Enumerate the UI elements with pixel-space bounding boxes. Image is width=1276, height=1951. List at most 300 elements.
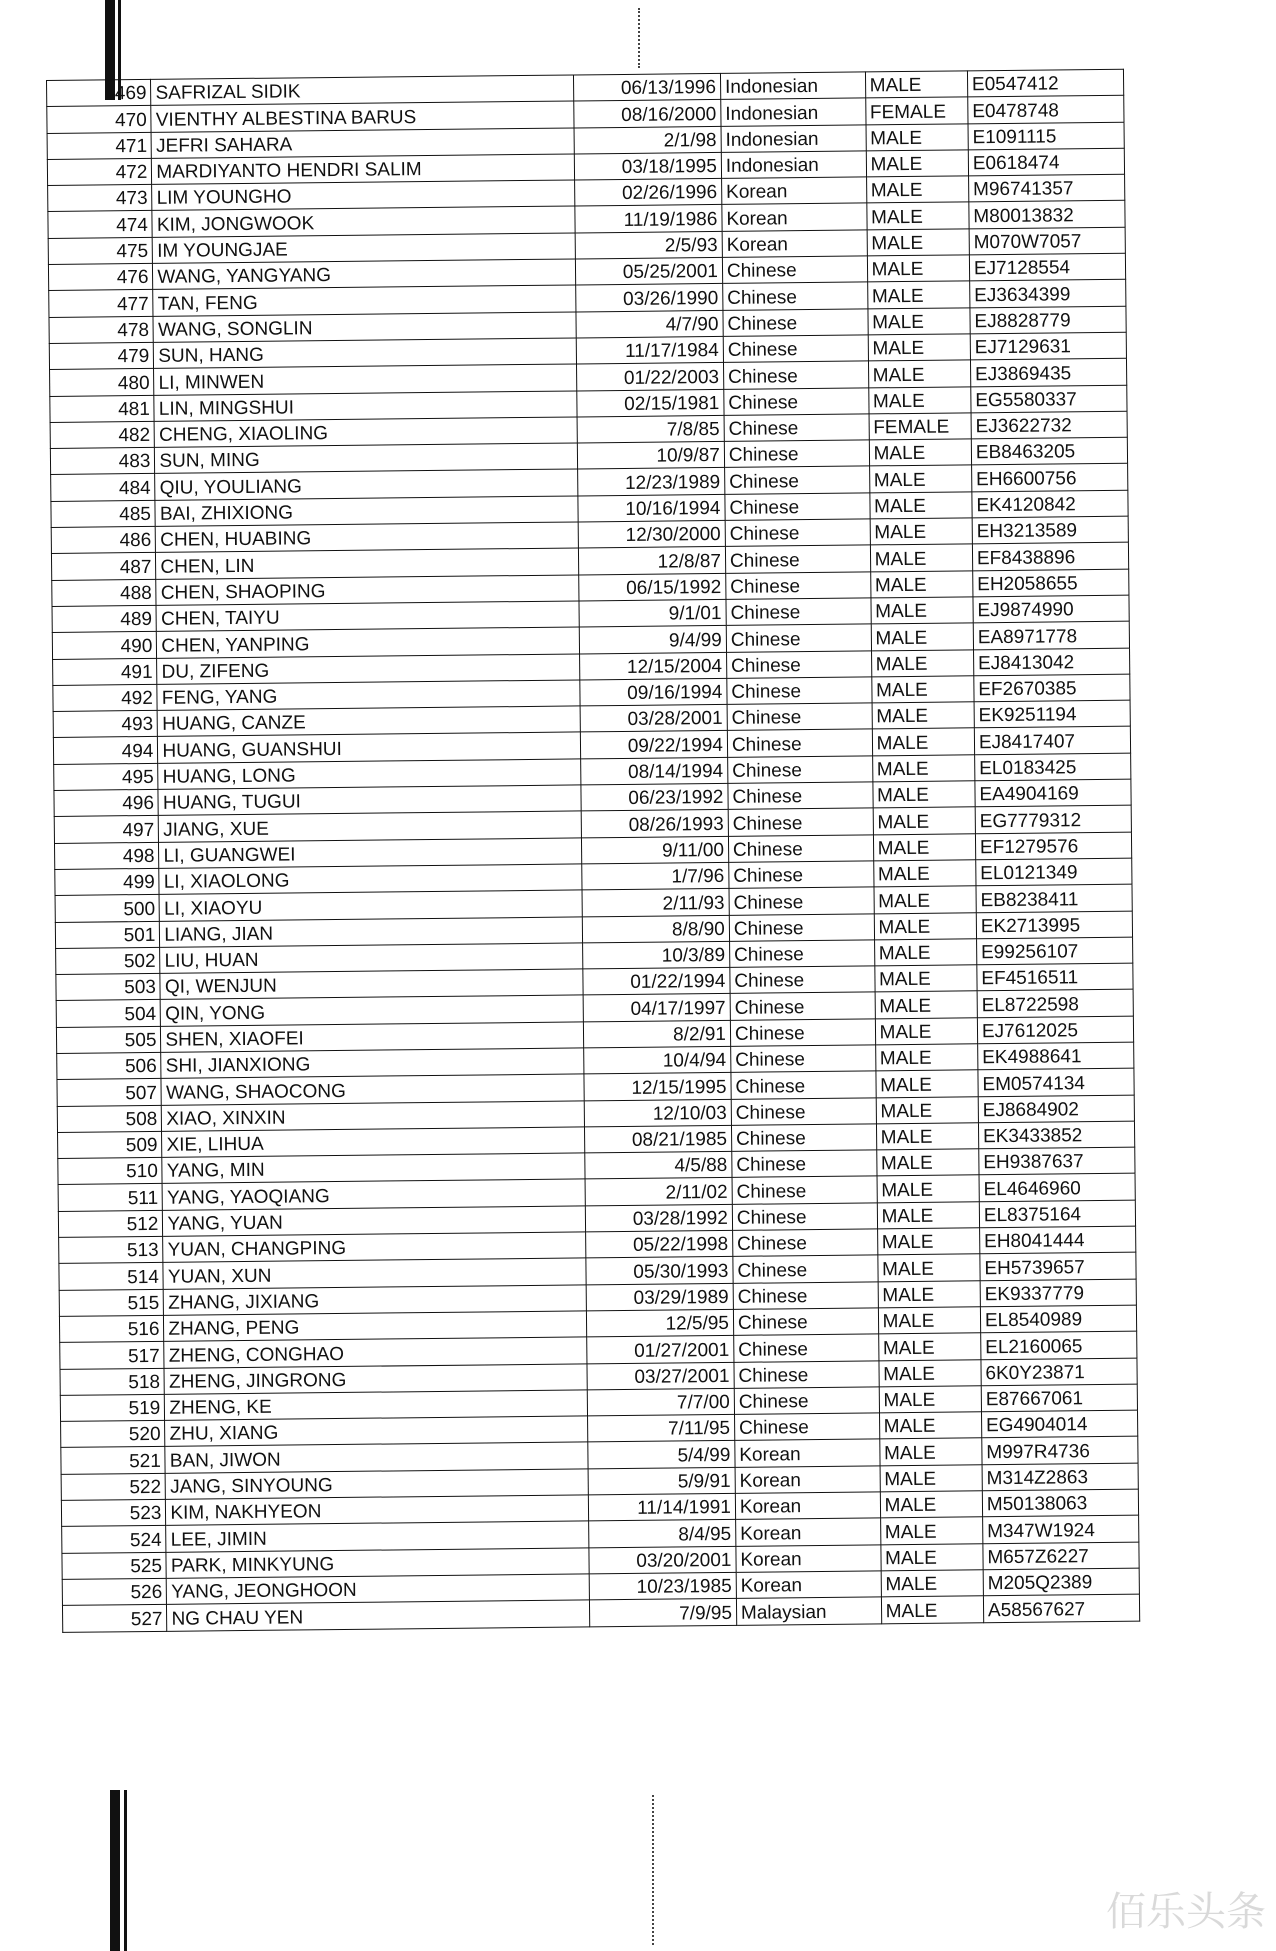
sex-cell: MALE: [875, 1044, 978, 1071]
sex-cell: MALE: [874, 912, 977, 939]
nationality-cell: Indonesian: [721, 151, 866, 179]
row-number: 486: [51, 526, 156, 553]
passport-cell: EF4516511: [977, 963, 1133, 991]
passport-cell: M96741357: [968, 174, 1124, 202]
passport-cell: EK4988641: [978, 1042, 1134, 1070]
row-number: 495: [54, 763, 159, 790]
sex-cell: MALE: [876, 1096, 979, 1123]
passport-cell: EL0183425: [975, 753, 1131, 781]
passport-cell: EL8375164: [979, 1200, 1135, 1228]
passport-cell: EJ8413042: [973, 648, 1129, 676]
birth-date-cell: 06/23/1992: [581, 783, 728, 811]
passport-cell: EJ7128554: [969, 253, 1125, 281]
nationality-cell: Chinese: [730, 992, 875, 1020]
name-cell: WANG, SONGLIN: [153, 312, 576, 343]
row-number: 477: [49, 290, 154, 317]
birth-date-cell: 7/7/00: [587, 1388, 734, 1416]
name-cell: QIU, YOULIANG: [155, 469, 578, 500]
passport-cell: EH5739657: [980, 1253, 1136, 1281]
name-cell: HUANG, TUGUI: [158, 785, 581, 816]
passport-cell: M657Z6227: [983, 1542, 1139, 1570]
birth-date-cell: 02/15/1981: [577, 389, 724, 417]
passport-cell: EH8041444: [979, 1226, 1135, 1254]
sex-cell: MALE: [866, 202, 969, 229]
nationality-cell: Chinese: [727, 729, 872, 757]
row-number: 508: [57, 1105, 162, 1132]
passport-cell: EJ8684902: [978, 1095, 1134, 1123]
sex-cell: MALE: [869, 465, 972, 492]
passport-cell: EK9337779: [980, 1279, 1136, 1307]
nationality-cell: Chinese: [728, 834, 873, 862]
birth-date-cell: 03/26/1990: [576, 284, 723, 312]
passport-cell: EG7779312: [975, 805, 1131, 833]
passport-cell: EK4120842: [972, 490, 1128, 518]
birth-date-cell: 08/16/2000: [574, 100, 721, 128]
birth-date-cell: 03/28/2001: [580, 705, 727, 733]
birth-date-cell: 4/7/90: [576, 310, 723, 338]
name-cell: LI, XIAOYU: [159, 890, 582, 921]
birth-date-cell: 04/17/1997: [583, 994, 730, 1022]
sex-cell: MALE: [877, 1254, 980, 1281]
nationality-cell: Chinese: [726, 624, 871, 652]
birth-date-cell: 03/18/1995: [574, 152, 721, 180]
nationality-cell: Chinese: [733, 1255, 878, 1283]
row-number: 492: [53, 684, 158, 711]
birth-date-cell: 09/16/1994: [580, 678, 727, 706]
scan-dots-bottom: [652, 1795, 658, 1945]
passport-cell: 6K0Y23871: [981, 1358, 1137, 1386]
passport-cell: EH2058655: [973, 569, 1129, 597]
nationality-cell: Chinese: [726, 650, 871, 678]
row-number: 496: [54, 789, 159, 816]
passport-cell: EA8971778: [973, 621, 1129, 649]
passport-cell: EG5580337: [971, 385, 1127, 413]
name-cell: FENG, YANG: [157, 680, 580, 711]
row-number: 503: [56, 973, 161, 1000]
row-number: 475: [48, 237, 153, 264]
nationality-cell: Chinese: [731, 1124, 876, 1152]
name-cell: YANG, MIN: [162, 1153, 585, 1184]
nationality-cell: Chinese: [729, 940, 874, 968]
row-number: 522: [61, 1473, 166, 1500]
row-number: 483: [50, 448, 155, 475]
birth-date-cell: 03/29/1989: [586, 1283, 733, 1311]
sex-cell: MALE: [879, 1438, 982, 1465]
nationality-cell: Chinese: [725, 545, 870, 573]
nationality-cell: Chinese: [731, 1097, 876, 1125]
sex-cell: MALE: [874, 965, 977, 992]
row-number: 484: [51, 474, 156, 501]
nationality-cell: Korean: [735, 1466, 880, 1494]
row-number: 510: [58, 1158, 163, 1185]
row-number: 527: [62, 1605, 167, 1632]
sex-cell: MALE: [867, 229, 970, 256]
birth-date-cell: 1/7/96: [582, 862, 729, 890]
birth-date-cell: 8/4/95: [589, 1520, 736, 1548]
birth-date-cell: 2/1/98: [574, 126, 721, 154]
sex-cell: MALE: [876, 1123, 979, 1150]
passport-cell: E0618474: [968, 148, 1124, 176]
birth-date-cell: 8/2/91: [584, 1020, 731, 1048]
name-cell: LI, GUANGWEI: [159, 838, 582, 869]
name-cell: SUN, MING: [155, 443, 578, 474]
nationality-cell: Chinese: [724, 466, 869, 494]
row-number: 476: [48, 263, 153, 290]
sex-cell: MALE: [865, 71, 968, 98]
sex-cell: MALE: [866, 176, 969, 203]
name-cell: LI, XIAOLONG: [159, 864, 582, 895]
passport-cell: EB8463205: [971, 437, 1127, 465]
sex-cell: MALE: [873, 860, 976, 887]
birth-date-cell: 10/16/1994: [578, 494, 725, 522]
passport-cell: E0478748: [968, 96, 1124, 124]
passport-cell: EF1279576: [975, 832, 1131, 860]
birth-date-cell: 4/5/88: [585, 1152, 732, 1180]
sex-cell: MALE: [881, 1596, 984, 1623]
name-cell: DU, ZIFENG: [157, 653, 580, 684]
nationality-cell: Chinese: [728, 782, 873, 810]
nationality-cell: Chinese: [734, 1387, 879, 1415]
birth-date-cell: 5/9/91: [588, 1467, 735, 1495]
name-cell: JEFRI SAHARA: [151, 128, 574, 159]
birth-date-cell: 12/5/95: [587, 1309, 734, 1337]
sex-cell: MALE: [867, 255, 970, 282]
sex-cell: MALE: [875, 1017, 978, 1044]
birth-date-cell: 7/11/95: [588, 1415, 735, 1443]
nationality-cell: Chinese: [734, 1413, 879, 1441]
sex-cell: MALE: [876, 1070, 979, 1097]
row-number: 525: [62, 1552, 167, 1579]
sex-cell: MALE: [880, 1517, 983, 1544]
sex-cell: FEMALE: [869, 413, 972, 440]
row-number: 507: [57, 1079, 162, 1106]
row-number: 497: [54, 816, 159, 843]
nationality-cell: Korean: [722, 230, 867, 258]
nationality-cell: Korean: [736, 1518, 881, 1546]
sex-cell: MALE: [869, 439, 972, 466]
birth-date-cell: 01/22/1994: [583, 967, 730, 995]
nationality-cell: Chinese: [723, 282, 868, 310]
sex-cell: MALE: [868, 334, 971, 361]
sex-cell: MALE: [881, 1570, 984, 1597]
row-number: 513: [59, 1236, 164, 1263]
nationality-cell: Chinese: [726, 598, 871, 626]
sex-cell: MALE: [872, 728, 975, 755]
name-cell: LIANG, JIAN: [160, 916, 583, 947]
nationality-cell: Chinese: [729, 861, 874, 889]
sex-cell: MALE: [870, 544, 973, 571]
name-cell: WANG, SHAOCONG: [161, 1074, 584, 1105]
name-cell: JANG, SINYOUNG: [165, 1469, 588, 1500]
passport-cell: EJ8828779: [970, 306, 1126, 334]
birth-date-cell: 2/5/93: [575, 231, 722, 259]
passport-cell: EA4904169: [975, 779, 1131, 807]
row-number: 518: [60, 1368, 165, 1395]
passport-cell: EJ8417407: [974, 727, 1130, 755]
row-number: 469: [47, 79, 152, 106]
passport-cell: EF2670385: [974, 674, 1130, 702]
row-number: 491: [53, 658, 158, 685]
name-cell: HUANG, CANZE: [157, 706, 580, 737]
nationality-cell: Chinese: [728, 808, 873, 836]
name-cell: CHEN, LIN: [156, 548, 579, 579]
sex-cell: MALE: [879, 1386, 982, 1413]
row-number: 521: [61, 1447, 166, 1474]
nationality-cell: Chinese: [730, 966, 875, 994]
nationality-cell: Chinese: [732, 1229, 877, 1257]
birth-date-cell: 10/9/87: [577, 442, 724, 470]
birth-date-cell: 9/1/01: [579, 599, 726, 627]
passport-cell: E0547412: [967, 69, 1123, 97]
birth-date-cell: 11/17/1984: [576, 336, 723, 364]
name-cell: SUN, HANG: [154, 338, 577, 369]
nationality-cell: Chinese: [723, 361, 868, 389]
sex-cell: MALE: [868, 308, 971, 335]
passport-cell: EJ9874990: [973, 595, 1129, 623]
passport-cell: EL2160065: [981, 1331, 1137, 1359]
name-cell: CHENG, XIAOLING: [154, 417, 577, 448]
nationality-cell: Chinese: [732, 1176, 877, 1204]
birth-date-cell: 10/4/94: [584, 1046, 731, 1074]
nationality-cell: Chinese: [734, 1360, 879, 1388]
watermark-logo: 佰乐头条: [1106, 1889, 1266, 1935]
row-number: 500: [55, 895, 160, 922]
name-cell: YANG, YAOQIANG: [162, 1179, 585, 1210]
passport-cell: EL8540989: [980, 1305, 1136, 1333]
nationality-cell: Chinese: [725, 493, 870, 521]
passport-cell: EK2713995: [976, 911, 1132, 939]
name-cell: NG CHAU YEN: [167, 1600, 590, 1631]
nationality-cell: Chinese: [729, 887, 874, 915]
passport-cell: EL4646960: [979, 1174, 1135, 1202]
name-cell: HUANG, LONG: [158, 759, 581, 790]
row-number: 524: [62, 1526, 167, 1553]
nationality-cell: Chinese: [733, 1308, 878, 1336]
row-number: 499: [55, 868, 160, 895]
binding-mark-bottom: [110, 1790, 120, 1951]
passport-cell: EJ3622732: [971, 411, 1127, 439]
birth-date-cell: 02/26/1996: [575, 179, 722, 207]
name-cell: LI, MINWEN: [154, 364, 577, 395]
name-cell: SAFRIZAL SIDIK: [151, 75, 574, 106]
sex-cell: MALE: [879, 1412, 982, 1439]
name-cell: ZHENG, JINGRONG: [164, 1363, 587, 1394]
sex-cell: MALE: [878, 1307, 981, 1334]
passport-cell: EJ3869435: [970, 358, 1126, 386]
nationality-cell: Chinese: [727, 677, 872, 705]
sex-cell: MALE: [878, 1280, 981, 1307]
row-number: 479: [49, 342, 154, 369]
passport-cell: EJ7129631: [970, 332, 1126, 360]
name-cell: IM YOUNGJAE: [153, 233, 576, 264]
name-cell: KIM, NAKHYEON: [166, 1495, 589, 1526]
sex-cell: FEMALE: [865, 97, 968, 124]
birth-date-cell: 9/11/00: [582, 836, 729, 864]
nationality-cell: Chinese: [730, 1019, 875, 1047]
birth-date-cell: 12/15/2004: [580, 652, 727, 680]
sex-cell: MALE: [878, 1333, 981, 1360]
passport-cell: EJ3634399: [970, 280, 1126, 308]
sex-cell: MALE: [874, 886, 977, 913]
name-cell: ZHU, XIANG: [165, 1416, 588, 1447]
sex-cell: MALE: [880, 1543, 983, 1570]
name-cell: LIU, HUAN: [160, 943, 583, 974]
nationality-cell: Korean: [722, 203, 867, 231]
row-number: 514: [59, 1263, 164, 1290]
nationality-cell: Chinese: [722, 256, 867, 284]
birth-date-cell: 10/23/1985: [589, 1572, 736, 1600]
name-cell: YUAN, XUN: [163, 1258, 586, 1289]
passport-cell: EB8238411: [976, 884, 1132, 912]
row-number: 489: [52, 605, 157, 632]
birth-date-cell: 09/22/1994: [580, 731, 727, 759]
nationality-cell: Chinese: [731, 1045, 876, 1073]
passport-cell: M205Q2389: [983, 1568, 1139, 1596]
row-number: 473: [48, 185, 153, 212]
sex-cell: MALE: [871, 676, 974, 703]
name-cell: QI, WENJUN: [160, 969, 583, 1000]
row-number: 487: [51, 553, 156, 580]
name-cell: CHEN, TAIYU: [156, 601, 579, 632]
birth-date-cell: 12/8/87: [579, 547, 726, 575]
row-number: 520: [61, 1420, 166, 1447]
nationality-cell: Chinese: [733, 1282, 878, 1310]
name-cell: MARDIYANTO HENDRI SALIM: [152, 154, 575, 185]
passport-cell: EL8722598: [977, 990, 1133, 1018]
name-cell: TAN, FENG: [153, 285, 576, 316]
passport-cell: EK3433852: [978, 1121, 1134, 1149]
name-cell: PARK, MINKYUNG: [166, 1548, 589, 1579]
nationality-cell: Malaysian: [736, 1597, 881, 1625]
name-cell: LIM YOUNGHO: [152, 180, 575, 211]
nationality-cell: Korean: [735, 1439, 880, 1467]
birth-date-cell: 2/11/02: [585, 1178, 732, 1206]
name-cell: JIANG, XUE: [159, 811, 582, 842]
row-number: 485: [51, 500, 156, 527]
sex-cell: MALE: [875, 991, 978, 1018]
row-number: 516: [59, 1315, 164, 1342]
row-number: 526: [62, 1578, 167, 1605]
birth-date-cell: 06/13/1996: [574, 73, 721, 101]
name-cell: SHI, JIANXIONG: [161, 1048, 584, 1079]
name-cell: WANG, YANGYANG: [153, 259, 576, 290]
passport-cell: M997R4736: [982, 1437, 1138, 1465]
sex-cell: MALE: [879, 1359, 982, 1386]
birth-date-cell: 12/30/2000: [578, 520, 725, 548]
passport-cell: E99256107: [976, 937, 1132, 965]
nationality-cell: Chinese: [729, 913, 874, 941]
birth-date-cell: 06/15/1992: [579, 573, 726, 601]
row-number: 482: [50, 421, 155, 448]
nationality-cell: Chinese: [724, 387, 869, 415]
nationality-cell: Indonesian: [721, 98, 866, 126]
birth-date-cell: 12/23/1989: [578, 468, 725, 496]
sex-cell: MALE: [880, 1465, 983, 1492]
birth-date-cell: 03/27/2001: [587, 1362, 734, 1390]
name-cell: XIE, LIHUA: [162, 1127, 585, 1158]
sex-cell: MALE: [866, 123, 969, 150]
birth-date-cell: 8/8/90: [582, 915, 729, 943]
birth-date-cell: 11/14/1991: [588, 1493, 735, 1521]
birth-date-cell: 03/28/1992: [585, 1204, 732, 1232]
row-number: 502: [56, 947, 161, 974]
passport-cell: EG4904014: [981, 1410, 1137, 1438]
passport-cell: M347W1924: [982, 1515, 1138, 1543]
name-cell: SHEN, XIAOFEI: [161, 1022, 584, 1053]
birth-date-cell: 11/19/1986: [575, 205, 722, 233]
nationality-cell: Chinese: [734, 1334, 879, 1362]
sex-cell: MALE: [871, 597, 974, 624]
birth-date-cell: 5/4/99: [588, 1441, 735, 1469]
sex-cell: MALE: [874, 939, 977, 966]
row-number: 517: [60, 1342, 165, 1369]
nationality-cell: Chinese: [723, 335, 868, 363]
passport-cell: E1091115: [968, 122, 1124, 150]
name-cell: CHEN, HUABING: [156, 522, 579, 553]
name-cell: QIN, YONG: [161, 995, 584, 1026]
scan-dots-top: [638, 8, 644, 68]
passport-cell: M50138063: [982, 1489, 1138, 1517]
birth-date-cell: 7/9/95: [590, 1599, 737, 1627]
nationality-cell: Chinese: [723, 309, 868, 337]
sex-cell: MALE: [877, 1228, 980, 1255]
name-cell: KIM, JONGWOOK: [152, 206, 575, 237]
sex-cell: MALE: [877, 1175, 980, 1202]
birth-date-cell: 01/22/2003: [577, 363, 724, 391]
row-number: 505: [56, 1026, 161, 1053]
nationality-cell: Korean: [735, 1492, 880, 1520]
birth-date-cell: 9/4/99: [579, 626, 726, 654]
birth-date-cell: 12/15/1995: [584, 1073, 731, 1101]
passport-cell: EH3213589: [972, 516, 1128, 544]
row-number: 472: [47, 158, 152, 185]
birth-date-cell: 2/11/93: [582, 889, 729, 917]
sex-cell: MALE: [868, 360, 971, 387]
nationality-cell: Chinese: [725, 519, 870, 547]
passport-cell: E87667061: [981, 1384, 1137, 1412]
sex-cell: MALE: [868, 386, 971, 413]
sex-cell: MALE: [873, 807, 976, 834]
name-cell: BAN, JIWON: [165, 1442, 588, 1473]
row-number: 490: [52, 632, 157, 659]
row-number: 504: [56, 1000, 161, 1027]
nationality-cell: Chinese: [731, 1071, 876, 1099]
nationality-cell: Chinese: [726, 572, 871, 600]
row-number: 515: [59, 1289, 164, 1316]
birth-date-cell: 05/25/2001: [576, 258, 723, 286]
passport-cell: EH9387637: [979, 1147, 1135, 1175]
passport-cell: EM0574134: [978, 1068, 1134, 1096]
sex-cell: MALE: [876, 1149, 979, 1176]
row-number: 470: [47, 106, 152, 133]
birth-date-cell: 7/8/85: [577, 415, 724, 443]
roster-body: [47, 69, 1140, 1632]
sex-cell: MALE: [869, 492, 972, 519]
nationality-cell: Indonesian: [720, 72, 865, 100]
nationality-cell: Indonesian: [721, 125, 866, 153]
sex-cell: MALE: [870, 518, 973, 545]
sex-cell: MALE: [877, 1202, 980, 1229]
sex-cell: MALE: [872, 781, 975, 808]
name-cell: BAI, ZHIXIONG: [155, 496, 578, 527]
birth-date-cell: 10/3/89: [583, 941, 730, 969]
passport-cell: EK9251194: [974, 700, 1130, 728]
name-cell: YUAN, CHANGPING: [163, 1232, 586, 1263]
name-cell: LIN, MINGSHUI: [154, 391, 577, 422]
name-cell: ZHENG, CONGHAO: [164, 1337, 587, 1368]
row-number: 480: [50, 369, 155, 396]
sex-cell: MALE: [871, 649, 974, 676]
